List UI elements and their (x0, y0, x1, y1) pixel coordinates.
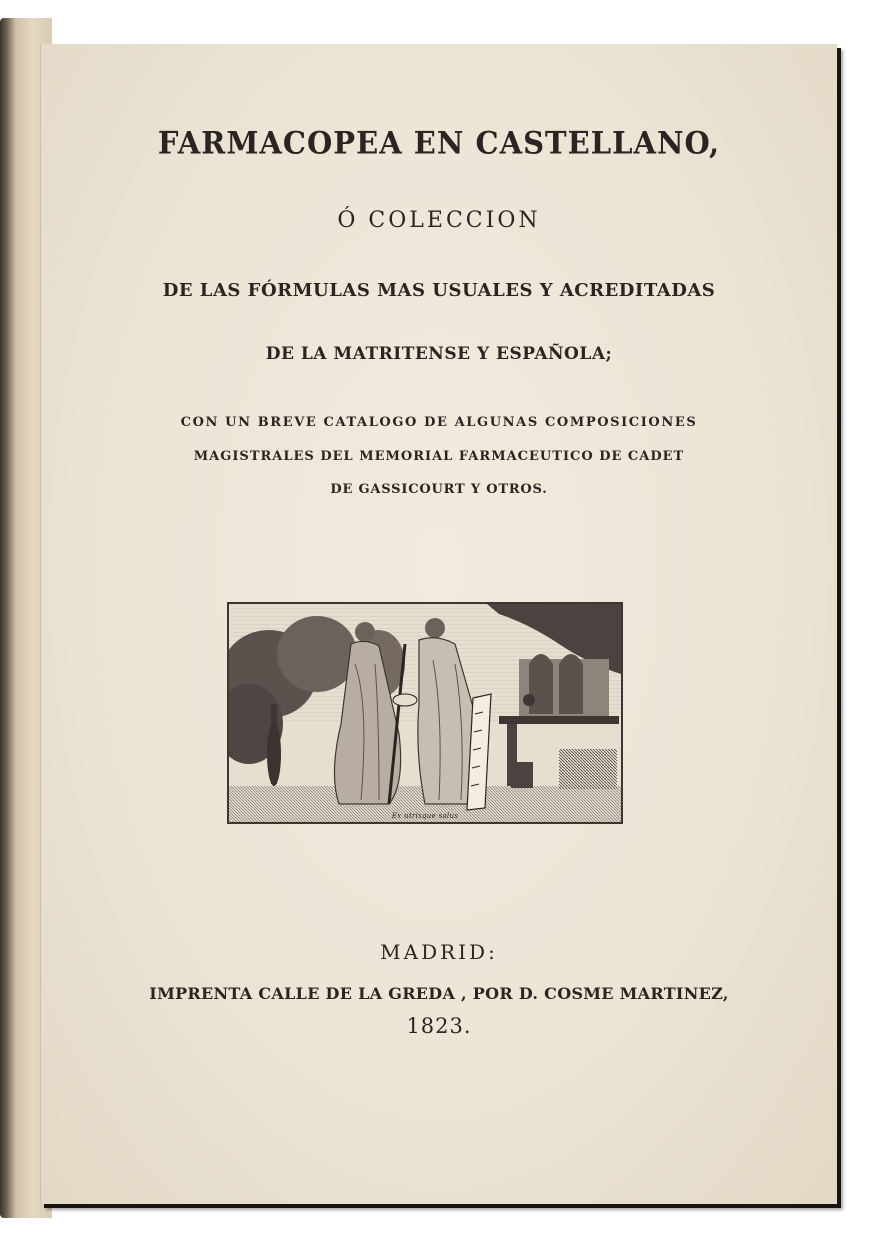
description-line-3: CON UN BREVE CATALOGO DE ALGUNAS COMPOSICIONES (180, 415, 698, 430)
book-title: FARMACOPEA EN CASTELLANO, (157, 125, 721, 161)
title-page (40, 44, 837, 1204)
publication-city: MADRID: (380, 940, 498, 964)
description-line-5: DE GASSICOURT Y OTROS. (330, 482, 548, 497)
engraving-artwork (229, 604, 621, 822)
engraving-illustration (227, 602, 623, 824)
engraving-caption: Ex utrisque salus (391, 812, 459, 820)
printer-line: IMPRENTA CALLE DE LA GREDA , POR D. COSME MARTINEZ, (149, 984, 729, 1003)
description-line-1: DE LAS FÓRMULAS MAS USUALES Y ACREDITADAS (162, 280, 716, 301)
book-subtitle: Ó COLECCION (337, 208, 541, 233)
publication-year: 1823. (406, 1014, 472, 1038)
description-line-2: DE LA MATRITENSE Y ESPAÑOLA; (265, 344, 613, 364)
description-line-4: MAGISTRALES DEL MEMORIAL FARMACEUTICO DE CADET (193, 449, 685, 464)
